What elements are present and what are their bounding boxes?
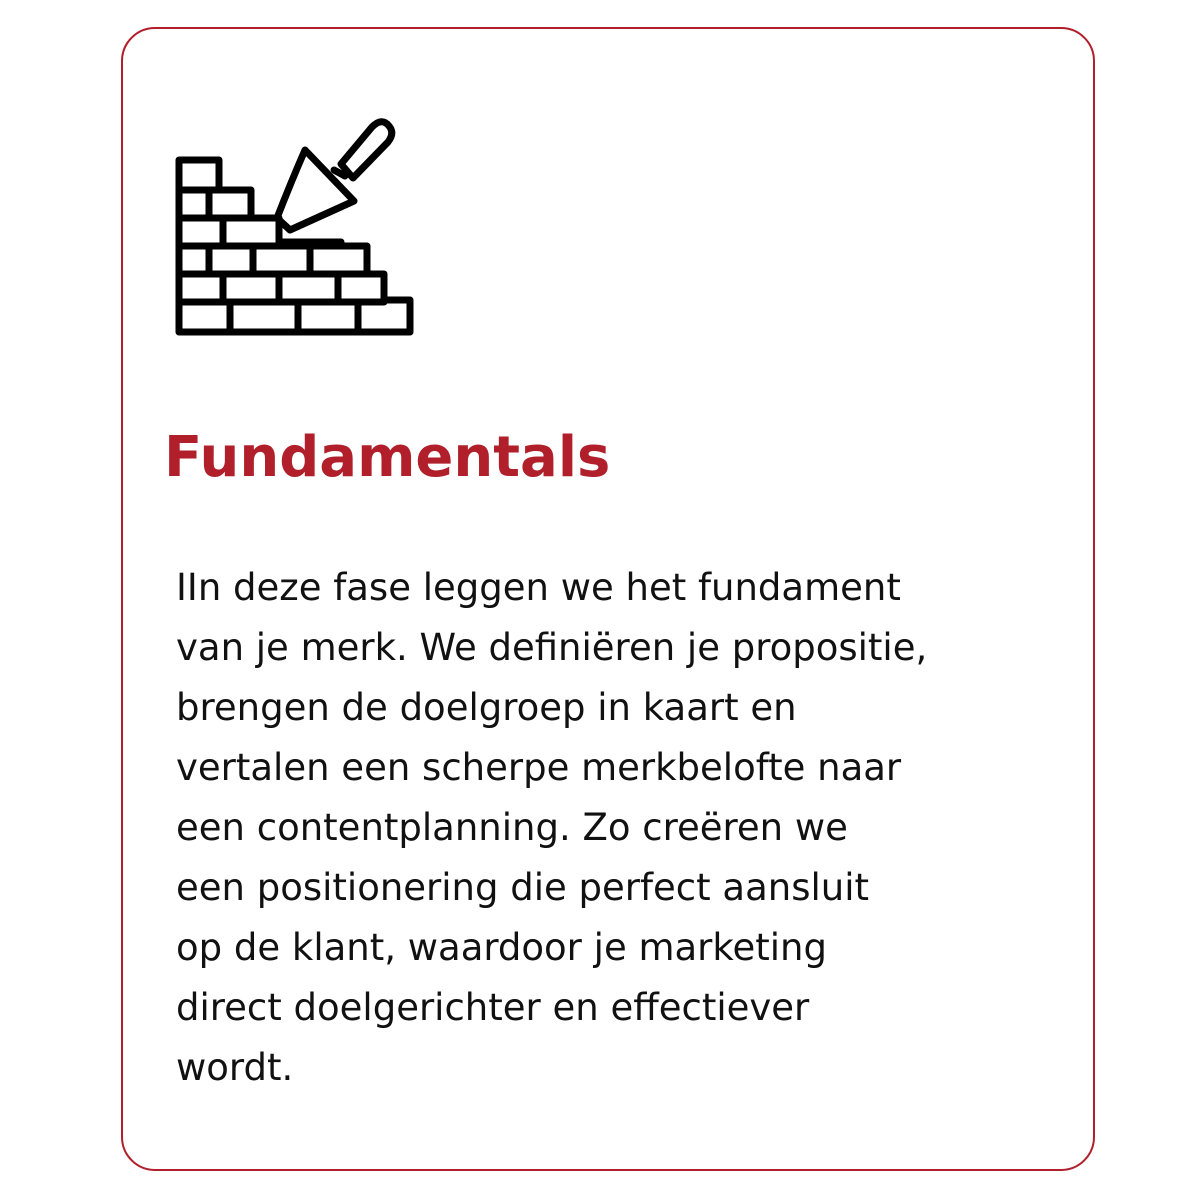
description-line: vertalen een scherpe merkbelofte naar <box>176 746 902 789</box>
description-line: van je merk. We definiëren je propositie, <box>176 626 928 669</box>
card-description <box>176 558 1056 1098</box>
description-line: een positionering die perfect aansluit <box>176 866 869 909</box>
description-line: een contentplanning. Zo creëren we <box>176 806 848 849</box>
description-line: wordt. <box>176 1046 294 1089</box>
description-line: brengen de doelgroep in kaart en <box>176 686 797 729</box>
description-line: op de klant, waardoor je marketing <box>176 926 827 969</box>
brick-wall-trowel-icon <box>174 115 419 340</box>
card-title: Fundamentals <box>164 425 611 490</box>
description-line: direct doelgerichter en effectiever <box>176 986 810 1029</box>
description-line: IIn deze fase leggen we het fundament <box>176 566 901 609</box>
